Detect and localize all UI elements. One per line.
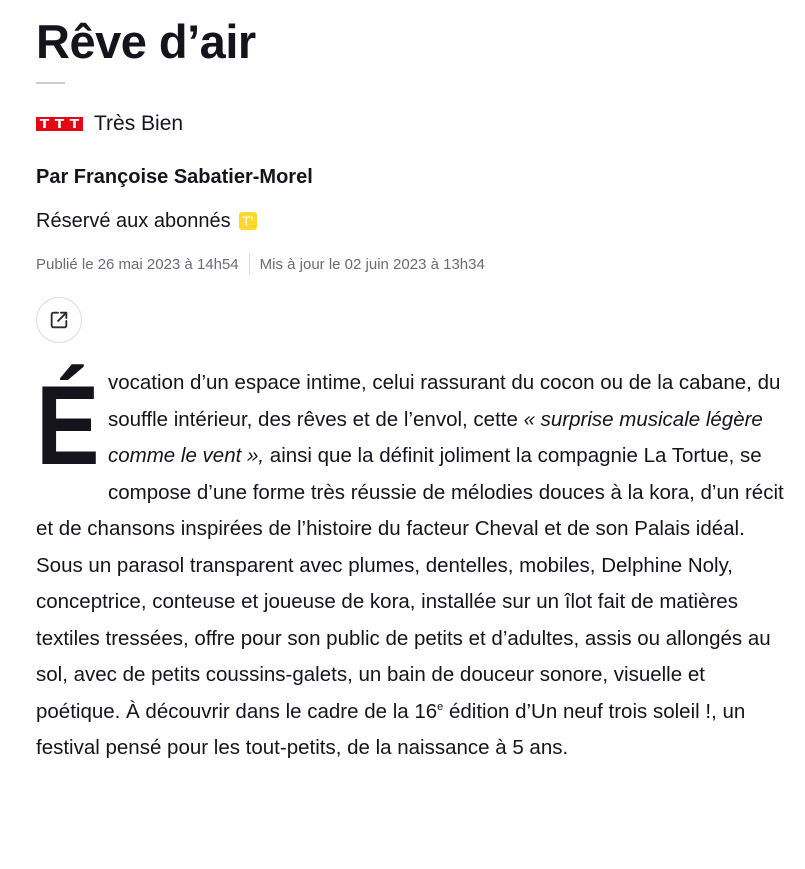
badge-letter: T — [39, 117, 50, 131]
date-separator — [249, 254, 250, 274]
body-text-segment: vocation d’un espace intime, celui rassurant du cocon ou de la cabane, du souffle intérieur, des rêves et de l’envol, cette — [108, 371, 781, 431]
body-paragraph — [36, 365, 786, 767]
badge-letter: T — [69, 117, 80, 131]
body-text-segment: édition d’Un neuf trois soleil !, un festival pensé pour les tout-petits, de la naissance à 5 ans. — [36, 699, 746, 759]
updated-date: Mis à jour le 02 juin 2023 à 13h34 — [259, 255, 485, 273]
body-quote: « surprise musicale légère comme le vent », — [108, 407, 763, 467]
badge-letter: T — [54, 117, 65, 131]
subscriber-notice — [36, 207, 781, 235]
subscriber-badge-icon: T' — [239, 212, 257, 230]
article-dates — [36, 253, 781, 275]
ordinal-superscript: e — [437, 700, 444, 713]
article-title: Rêve d’air — [36, 15, 256, 68]
published-date: Publié le 26 mai 2023 à 14h54 — [36, 255, 239, 273]
subscriber-label: Réservé aux abonnés — [36, 210, 231, 232]
drop-cap: É — [36, 363, 100, 488]
title-divider — [36, 82, 65, 84]
rating-label: Très Bien — [94, 112, 184, 135]
body-text-segment: ainsi que la définit joliment la compagnie La Tortue, se compose d’une forme très réussie de mélodies douces à la kora, d’un récit et de chansons inspirées de l’histoire du facteur Cheval et de son Palais idéal. Sous un parasol transparent avec plumes, dentelles, mobiles, Delphine Noly, conceptrice, conteuse et joueuse de kora, installée sur un îlot fait de matières textiles tressées, offre pour son public de petits et d’adultes, assis ou allongés au sol, avec de petits coussins-galets, un bain de douceur sonore, visuelle et poétique. À découvrir dans le cadre de la 16 — [36, 444, 784, 723]
ttt-rating-badge-icon — [36, 117, 83, 131]
article-body — [36, 365, 786, 767]
rating — [36, 110, 781, 138]
author-byline[interactable]: Par Françoise Sabatier-Morel — [36, 166, 313, 188]
share-icon — [48, 309, 70, 331]
share-button[interactable] — [36, 297, 82, 343]
